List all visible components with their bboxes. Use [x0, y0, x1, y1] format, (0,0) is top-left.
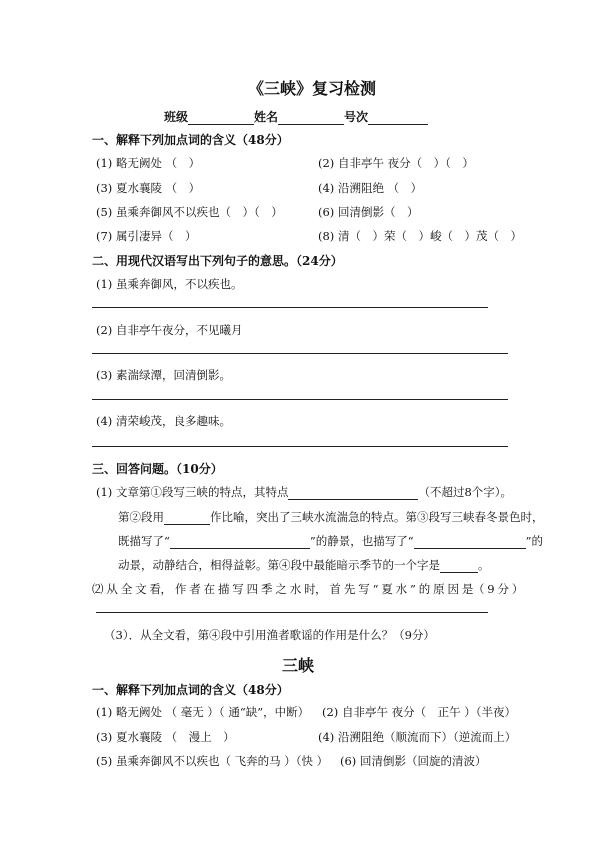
page-title: 《三峡》复习检测 [248, 79, 377, 98]
part1-item: (7) 属引凄异（ ） [96, 229, 197, 243]
blank-field[interactable] [414, 548, 526, 549]
part3-q1-line2: 第②段用 作比喻，突出了三峡水流湍急的特点。第③段写三峡春冬景色时， [118, 510, 544, 524]
part1-item: (6) 回清倒影（ ） [318, 205, 419, 219]
part1-item: (3) 夏水襄陵 （ ） [96, 181, 201, 195]
part3-q1-line4: 动景，动静结合，相得益彰。第④段中最能暗示季节的一个字是 。 [118, 558, 490, 572]
part3-q2: ⑵ 从 全 文 看， 作 者 在 描 写 四 季 之 水 时， 首 先 写 “ 夏 水 ” 的 原 因 是（ 9 分 ） [92, 582, 523, 596]
part3-q3: （3）．从全文看，第④段中引用渔者歌谣的作用是什么？（9分） [104, 628, 435, 642]
answer-item: (2) 自非亭午 夜分（ 正午 ）（半夜） [322, 705, 517, 719]
blank-field[interactable] [288, 499, 418, 500]
part2-question: (2) 自非亭午夜分，不见曦月 [96, 323, 243, 337]
student-info-row [164, 108, 428, 125]
part1-item: (8) 清（ ）荣（ ）峻（ ）茂（ ） [318, 229, 522, 243]
number-label: 号次 [344, 110, 369, 124]
blank-field[interactable] [170, 548, 310, 549]
part2-question: (4) 清荣峻茂，良多趣味。 [96, 414, 231, 428]
part1-item: (4) 沿溯阻绝 （ ） [318, 181, 423, 195]
part2-question: (3) 素湍绿潭，回清倒影。 [96, 368, 231, 382]
answer-item: (6) 回清倒影（回旋的清波） [340, 754, 487, 768]
part2-heading: 二、用现代汉语写出下列句子的意思。（24分） [92, 254, 343, 268]
part1-item: (2) 自非亭午 夜分（ ）（ ） [318, 156, 474, 170]
answer-heading: 一、解释下列加点词的含义（48分） [92, 683, 289, 697]
blank-field[interactable] [164, 524, 210, 525]
answer-line[interactable] [92, 353, 508, 354]
number-field[interactable] [368, 124, 428, 125]
answer-item: (4) 沿溯阻绝（顺流而下）（逆流而上） [318, 730, 517, 744]
answer-line[interactable] [96, 612, 488, 613]
part3-heading: 三、回答问题。（10分） [92, 462, 223, 476]
part1-heading: 一、解释下列加点词的含义（48分） [92, 133, 289, 147]
part1-item: (5) 虽乘奔御风不以疾也（ ）（ ） [96, 205, 283, 219]
answer-item: (1) 略无阙处 （ 毫无 ）（ 通“缺”，中断） [96, 705, 310, 719]
part3-q1-line3: 既描写了“ ”的静景，也描写了“ ”的 [118, 534, 544, 548]
answer-title: 三峡 [282, 656, 315, 675]
answer-item: (3) 夏水襄陵 （ 漫上 ） [96, 730, 235, 744]
class-field[interactable] [188, 124, 254, 125]
blank-field[interactable] [440, 572, 478, 573]
answer-line[interactable] [92, 399, 508, 400]
answer-line[interactable] [92, 307, 488, 308]
class-label: 班级 [164, 110, 189, 124]
name-label: 姓名 [254, 110, 279, 124]
answer-item: (5) 虽乘奔御风不以疾也（ 飞奔的马 ）（快 ） [96, 754, 329, 768]
name-field[interactable] [278, 124, 344, 125]
part3-q1-line1: (1) 文章第①段写三峡的特点，其特点 （不超过8个字）。 [96, 485, 513, 499]
part1-item: (1) 略无阙处 （ ） [96, 156, 201, 170]
answer-line[interactable] [92, 446, 508, 447]
part2-question: (1) 虽乘奔御风，不以疾也。 [96, 277, 243, 291]
